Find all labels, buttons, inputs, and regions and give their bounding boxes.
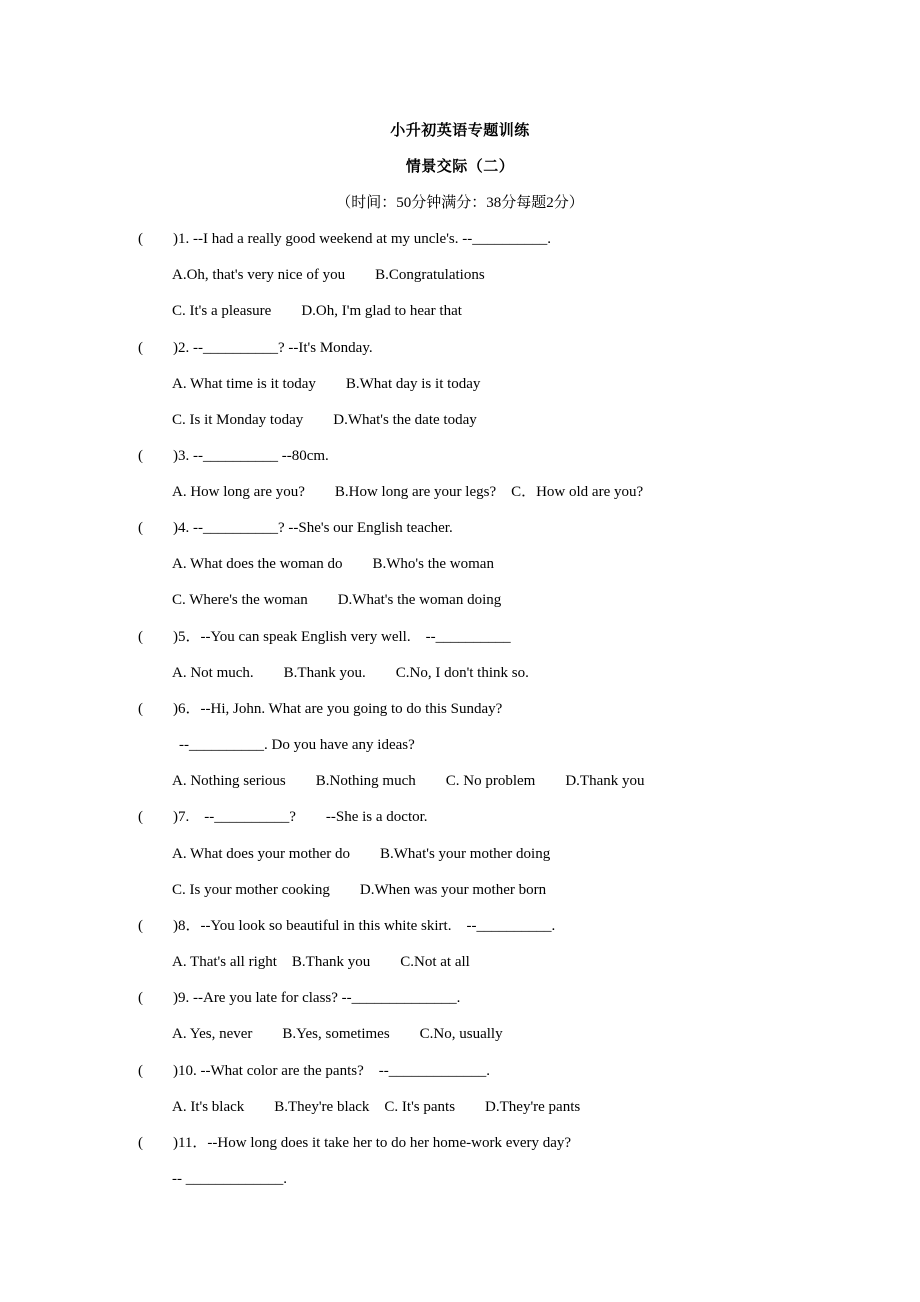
question-8: ( )8．--You look so beautiful in this white skirt. --__________. [138,918,556,934]
question-1: ( )1. --I had a really good weekend at my uncle's. --__________. [138,231,551,247]
question-8-options-row-1: A. That's all right B.Thank you C.Not at all [172,954,470,970]
question-4-options-row-1: A. What does the woman do B.Who's the woman [172,556,494,572]
question-5-options-row-1: A. Not much. B.Thank you. C.No, I don't think so. [172,665,529,681]
question-5: ( )5．--You can speak English very well. --__________ [138,629,511,645]
question-3-options-row-1: A. How long are you? B.How long are your legs? C．How old are you? [172,484,644,500]
question-2: ( )2. --__________? --It's Monday. [138,340,373,356]
question-1-options-row-2: C. It's a pleasure D.Oh, I'm glad to hear that [172,303,462,319]
question-10: ( )10. --What color are the pants? --_____________. [138,1063,490,1079]
question-9-options-row-1: A. Yes, never B.Yes, sometimes C.No, usually [172,1026,503,1042]
question-7-options-row-1: A. What does your mother do B.What's your mother doing [172,846,551,862]
question-4: ( )4. --__________? --She's our English teacher. [138,520,453,536]
question-10-options-row-1: A. It's black B.They're black C. It's pants D.They're pants [172,1099,581,1115]
question-6: ( )6．--Hi, John. What are you going to do this Sunday? [138,701,503,717]
exam-info: （时间：50分钟满分：38分每题2分） [336,195,584,211]
question-9: ( )9. --Are you late for class? --______________. [138,990,461,1006]
question-2-options-row-2: C. Is it Monday today D.What's the date today [172,412,477,428]
page-title: 小升初英语专题训练 [390,123,530,139]
question-7-options-row-2: C. Is your mother cooking D.When was your mother born [172,882,547,898]
question-6-options-row-1: A. Nothing serious B.Nothing much C. No problem D.Thank you [172,773,645,789]
question-1-options-row-1: A.Oh, that's very nice of you B.Congratulations [172,267,485,283]
question-3: ( )3. --__________ --80cm. [138,448,329,464]
question-11-answer-line: -- _____________. [172,1171,287,1187]
page-subtitle: 情景交际（二） [405,159,515,175]
question-4-options-row-2: C. Where's the woman D.What's the woman doing [172,592,502,608]
question-6-continuation: --__________. Do you have any ideas? [179,737,415,753]
question-7: ( )7. --__________? --She is a doctor. [138,809,428,825]
question-2-options-row-1: A. What time is it today B.What day is it today [172,376,481,392]
question-11: ( )11．--How long does it take her to do her home-work every day? [138,1135,572,1151]
